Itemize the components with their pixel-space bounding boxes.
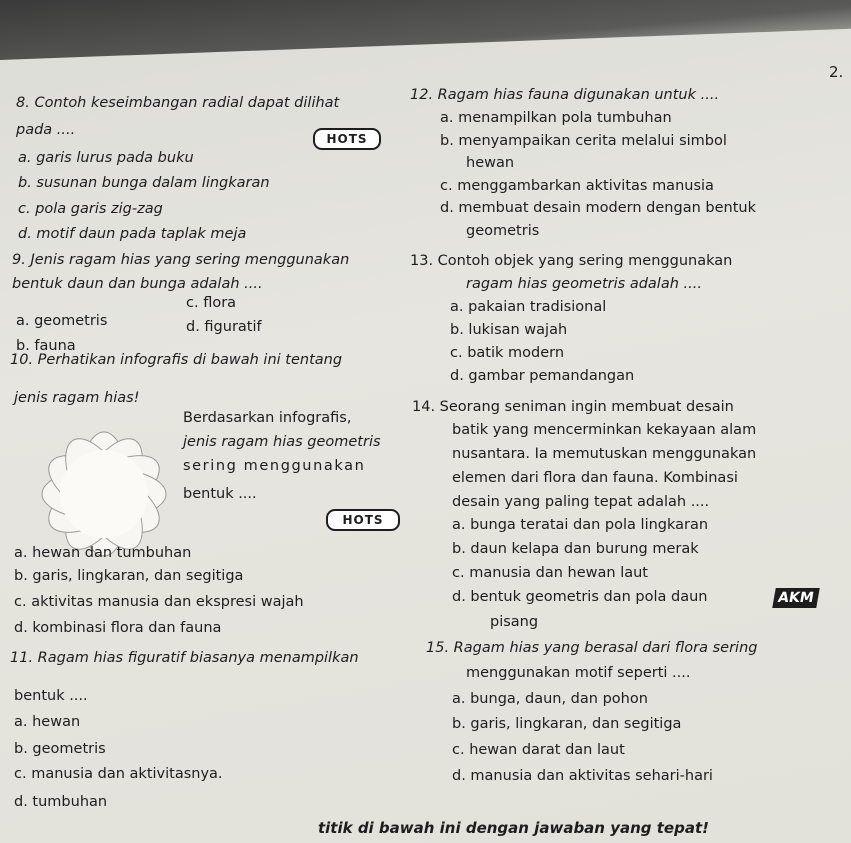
flower-infographic-image — [14, 404, 194, 562]
q11-question-line-1: 11. Ragam hias figuratif biasanya menampilkan — [10, 650, 359, 666]
q14-question-line-2: batik yang mencerminkan kekayaan alam — [452, 422, 757, 438]
q12-option-b: b. menyampaikan cerita melalui simbol — [440, 133, 727, 149]
q14-question-line-3: nusantara. Ia memutuskan menggunakan — [452, 446, 757, 462]
q14-option-c: c. manusia dan hewan laut — [452, 565, 648, 581]
dark-background-strip — [0, 0, 851, 60]
q9-option-c: c. flora — [186, 295, 237, 311]
q14-question-line-1: 14. Seorang seniman ingin membuat desain — [412, 399, 734, 415]
page-number: 2. — [829, 63, 844, 81]
hots-badge-2: HOTS — [326, 509, 400, 531]
q13-option-b: b. lukisan wajah — [450, 322, 568, 338]
q14-question-line-4: elemen dari flora dan fauna. Kombinasi — [452, 470, 738, 486]
akm-badge: AKM — [772, 588, 819, 608]
q10-infographic-line-3: sering menggunakan — [183, 458, 366, 474]
q9-question-line-1: 9. Jenis ragam hias yang sering menggunakan — [12, 252, 350, 268]
q10-option-d: d. kombinasi flora dan fauna — [14, 620, 222, 636]
q10-option-c: c. aktivitas manusia dan ekspresi wajah — [14, 594, 304, 610]
q10-option-a: a. hewan dan tumbuhan — [14, 545, 192, 561]
q8-option-d: d. motif daun pada taplak meja — [18, 226, 247, 242]
q15-option-c: c. hewan darat dan laut — [452, 742, 625, 758]
q9-option-a: a. geometris — [16, 313, 108, 329]
q11-option-a: a. hewan — [14, 714, 81, 730]
q10-infographic-line-2: jenis ragam hias geometris — [183, 434, 381, 450]
q8-question-line-2: pada .... — [16, 122, 76, 138]
q12-option-b-cont: hewan — [466, 155, 515, 171]
q9-question-line-2: bentuk daun dan bunga adalah .... — [12, 276, 263, 292]
q11-option-b: b. geometris — [14, 741, 106, 757]
q14-option-b: b. daun kelapa dan burung merak — [452, 541, 699, 557]
q13-option-a: a. pakaian tradisional — [450, 299, 607, 315]
q8-option-a: a. garis lurus pada buku — [18, 150, 194, 166]
q11-question-line-2: bentuk .... — [14, 688, 88, 704]
q14-option-a: a. bunga teratai dan pola lingkaran — [452, 517, 709, 533]
q13-question-line-2: ragam hias geometris adalah .... — [466, 276, 702, 292]
q8-option-c: c. pola garis zig-zag — [18, 201, 163, 217]
q11-option-d: d. tumbuhan — [14, 794, 108, 810]
q8-option-b: b. susunan bunga dalam lingkaran — [18, 175, 270, 191]
q12-question-line-1: 12. Ragam hias fauna digunakan untuk .... — [410, 87, 720, 103]
q15-question-line-2: menggunakan motif seperti .... — [466, 665, 691, 681]
q13-question-line-1: 13. Contoh objek yang sering menggunakan — [410, 253, 733, 269]
q8-question-line-1: 8. Contoh keseimbangan radial dapat dilihat — [16, 95, 340, 111]
q14-option-d-cont: pisang — [490, 614, 539, 630]
q15-option-b: b. garis, lingkaran, dan segitiga — [452, 716, 682, 732]
q9-option-b: b. fauna — [16, 338, 76, 354]
q13-option-c: c. batik modern — [450, 345, 565, 361]
footer-instruction: titik di bawah ini dengan jawaban yang tepat! — [318, 819, 709, 837]
q15-question-line-1: 15. Ragam hias yang berasal dari flora sering — [426, 640, 758, 656]
q15-option-a: a. bunga, daun, dan pohon — [452, 691, 648, 707]
q10-infographic-line-1: Berdasarkan infografis, — [183, 410, 352, 426]
q9-option-d: d. figuratif — [186, 319, 262, 335]
q11-option-c: c. manusia dan aktivitasnya. — [14, 766, 223, 782]
q14-question-line-5: desain yang paling tepat adalah .... — [452, 494, 710, 510]
q12-option-a: a. menampilkan pola tumbuhan — [440, 110, 672, 126]
q13-option-d: d. gambar pemandangan — [450, 368, 635, 384]
q12-option-d: d. membuat desain modern dengan bentuk — [440, 200, 756, 216]
hots-badge: HOTS — [313, 128, 381, 150]
q10-question-line-1: 10. Perhatikan infografis di bawah ini tentang — [10, 352, 343, 368]
q10-option-b: b. garis, lingkaran, dan segitiga — [14, 568, 244, 584]
q10-question-line-2: jenis ragam hias! — [14, 390, 140, 406]
q12-option-d-cont: geometris — [466, 223, 540, 239]
q15-option-d: d. manusia dan aktivitas sehari-hari — [452, 768, 713, 784]
q14-option-d: d. bentuk geometris dan pola daun — [452, 589, 708, 605]
q12-option-c: c. menggambarkan aktivitas manusia — [440, 178, 714, 194]
q10-infographic-line-4: bentuk .... — [183, 486, 257, 502]
